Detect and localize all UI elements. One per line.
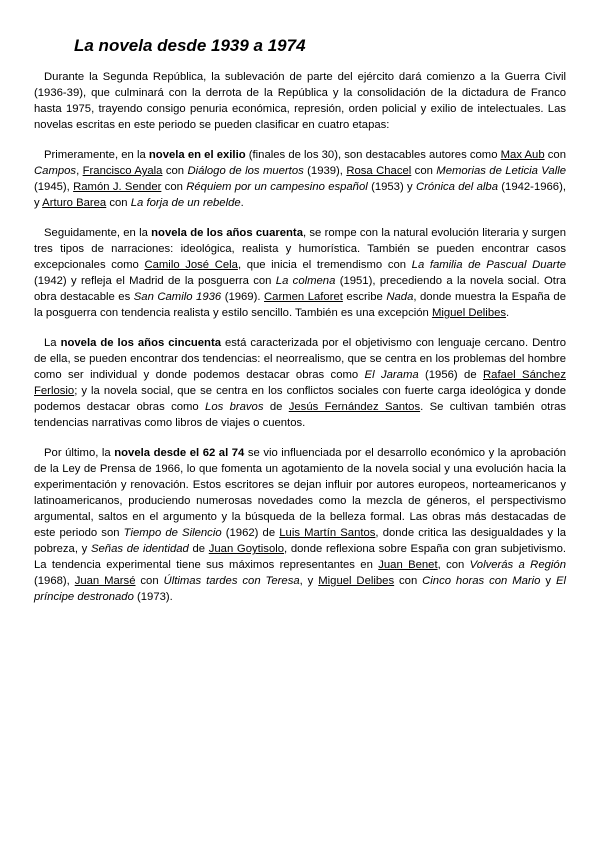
text-run: con xyxy=(161,181,187,193)
text-run: (1951), precediendo a la novela social. Otra obra destacable es xyxy=(34,275,566,303)
text-run: de xyxy=(263,401,289,413)
author-link: Jesús Fernández Santos xyxy=(288,401,421,413)
text-run: (1942-1966), y xyxy=(34,181,566,209)
paragraph-62-74 xyxy=(34,445,566,605)
text-run: (1939), xyxy=(303,165,347,177)
work-title: El Jarama xyxy=(364,369,419,381)
work-title: Diálogo de los muertos xyxy=(187,165,304,177)
text-run: con xyxy=(544,149,566,161)
text-run: (1968), xyxy=(34,575,75,587)
work-title: Crónica del alba xyxy=(416,181,498,193)
work-title: San Camilo 1936 xyxy=(133,291,222,303)
work-title: Memorias de Leticia Valle xyxy=(436,165,566,177)
text-run: Por último, la xyxy=(44,447,115,459)
author-link: Camilo José Cela xyxy=(144,259,238,271)
text-run: de xyxy=(188,543,209,555)
text-run: Primeramente, en la xyxy=(44,149,149,161)
paragraph-cuarenta xyxy=(34,225,566,321)
work-title: Los bravos xyxy=(205,401,264,413)
text-run: , donde critica las desigualdades y la pobreza, y xyxy=(34,527,567,555)
work-title: Campos xyxy=(34,165,77,177)
text-run: escribe xyxy=(342,291,387,303)
text-run: . xyxy=(240,197,244,209)
work-title: Señas de identidad xyxy=(90,543,189,555)
author-link: Juan Benet xyxy=(378,559,438,571)
document-body xyxy=(34,69,566,619)
work-title: El príncipe destronado xyxy=(34,575,566,603)
text-run: La xyxy=(44,337,61,349)
text-run: , xyxy=(76,165,83,177)
text-run: (1969). xyxy=(221,291,265,303)
text-run: , que inicia el tremendismo con xyxy=(237,259,412,271)
text-run: con xyxy=(394,575,423,587)
work-title: Nada xyxy=(386,291,414,303)
period-heading: novela de los años cuarenta xyxy=(151,227,303,239)
paragraph-intro xyxy=(34,69,566,133)
document-title: La novela desde 1939 a 1974 xyxy=(74,36,306,55)
text-run: Seguidamente, en la xyxy=(44,227,152,239)
text-run: y xyxy=(540,575,556,587)
author-link: Arturo Barea xyxy=(42,197,107,209)
paragraph-cincuenta xyxy=(34,335,566,431)
text-run: está caracterizada por el objetivismo con lenguaje cercano. Dentro de ella, se pueden encontrar dos tendencias: el neorrealismo, que se centra en los problemas del hombre como ser individual y donde podemos destacar obras como xyxy=(34,337,566,381)
author-link: Ramón J. Sender xyxy=(73,181,162,193)
text-run: (1945), xyxy=(34,181,74,193)
text-run: (1962) de xyxy=(221,527,280,539)
text-run: con xyxy=(106,197,131,209)
text-run: . xyxy=(506,307,510,319)
work-title: Tiempo de Silencio xyxy=(123,527,222,539)
author-link: Max Aub xyxy=(500,149,545,161)
paragraph-exilio xyxy=(34,147,566,211)
author-link: Miguel Delibes xyxy=(431,307,507,319)
author-link: Juan Goytisolo xyxy=(208,543,285,555)
text-run: , donde muestra la España de la posguerra con tendencia realista y estilo sencillo. También es una excepción xyxy=(34,291,566,319)
author-link: Juan Marsé xyxy=(74,575,136,587)
text-run: con xyxy=(135,575,164,587)
period-heading: novela de los años cincuenta xyxy=(60,337,221,349)
work-title: Últimas tardes con Teresa xyxy=(163,575,300,587)
period-heading: novela desde el 62 al 74 xyxy=(114,447,245,459)
author-link: Luis Martín Santos xyxy=(279,527,376,539)
text-run: , donde reflexiona sobre España con gran subjetivismo. La tendencia experimental tiene sus máximos representantes en xyxy=(34,543,567,571)
text-run: , y xyxy=(299,575,319,587)
author-link: Rafael Sánchez Ferlosio xyxy=(34,369,566,397)
text-run: Durante la Segunda República, la sublevación de parte del ejército dará comienzo a la Guerra Civil (1936-39), que culminará con la derrota de la República y la consolidación de la dictadura de Franco hasta 1975, trayendo consigo penuria económica, represión, orden policial y exilio de intelectuales. Las novelas escritas en este periodo se pueden clasificar en cuatro etapas: xyxy=(34,71,566,131)
text-run: (finales de los 30), son destacables autores como xyxy=(245,149,501,161)
text-run: (1953) y xyxy=(367,181,416,193)
author-link: Francisco Ayala xyxy=(82,165,163,177)
author-link: Rosa Chacel xyxy=(346,165,412,177)
work-title: Cinco horas con Mario xyxy=(422,575,541,587)
work-title: Réquiem por un campesino español xyxy=(186,181,368,193)
work-title: Volverás a Región xyxy=(469,559,566,571)
text-run: (1973). xyxy=(133,591,173,603)
text-run: , se rompe con la natural evolución literaria y surgen tres tipos de narraciones: ideológica, realista y humorística. También se pueden encontrar casos excepcionales como xyxy=(34,227,566,271)
text-run: ; y la novela social, que se centra en los conflictos sociales con fuerte carga ideológica y donde podemos destacar obras como xyxy=(34,385,566,413)
text-run: con xyxy=(411,165,437,177)
text-run: (1942) y refleja el Madrid de la posguerra con xyxy=(34,275,276,287)
text-run: , con xyxy=(437,559,470,571)
author-link: Carmen Laforet xyxy=(264,291,343,303)
text-run: . Se cultivan también otras tendencias narrativas como libros de viajes o cuentos. xyxy=(34,401,567,429)
work-title: La colmena xyxy=(275,275,336,287)
work-title: La familia de Pascual Duarte xyxy=(411,259,566,271)
text-run: (1956) de xyxy=(418,369,483,381)
period-heading: novela en el exilio xyxy=(148,149,246,161)
text-run: se vio influenciada por el desarrollo económico y la aprobación de la Ley de Prensa de 1966, lo que fomenta un agotamiento de la novela social y una evolución hacia la experimentación y renovación. Estos escritores se dejan influir por autores europeos, norteamericanos y latinoamericanos, produciendo numerosas novedades como la mezcla de géneros, el perspectivismo argumental, saltos en el argumento y la búsqueda de la belleza formal. Las obras más destacadas de este periodo son xyxy=(34,447,567,539)
text-run: con xyxy=(162,165,188,177)
author-link: Miguel Delibes xyxy=(318,575,395,587)
work-title: La forja de un rebelde xyxy=(130,197,241,209)
